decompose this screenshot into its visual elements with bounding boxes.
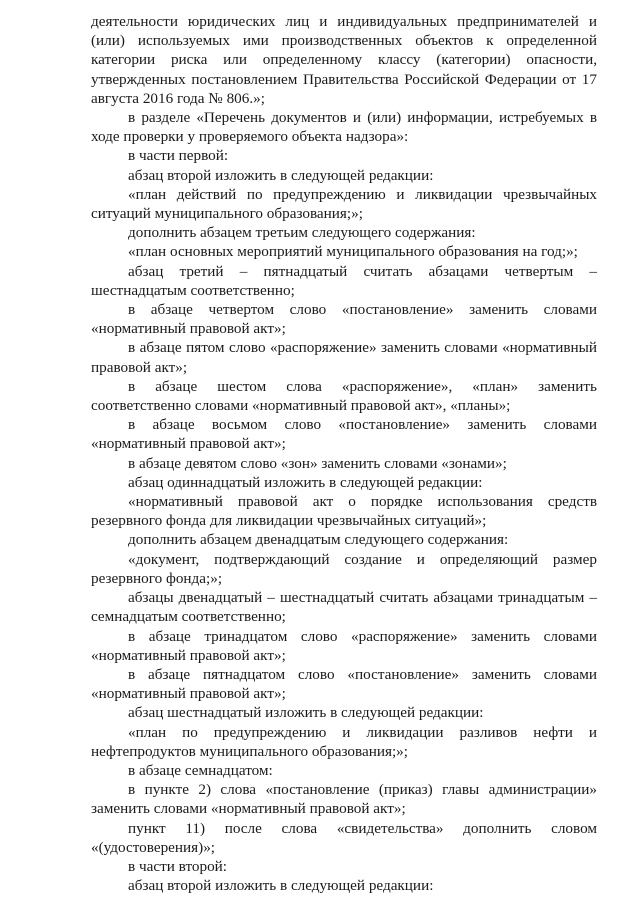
- document-paragraph: в пункте 2) слова «постановление (приказ) главы администрации» заменить словами «нормативный правовой акт»;: [91, 781, 597, 818]
- document-paragraph: абзац третий – пятнадцатый считать абзацами четвертым – шестнадцатым соответственно;: [91, 262, 597, 299]
- document-paragraph: «документ, подтверждающий создание и определяющий размер резервного фонда;»;: [91, 550, 597, 587]
- document-paragraph: в абзаце восьмом слово «постановление» заменить словами «нормативный правовой акт»;: [91, 416, 597, 453]
- document-paragraph: в абзаце тринадцатом слово «распоряжение» заменить словами «нормативный правовой акт»;: [91, 627, 597, 664]
- document-paragraph: абзац шестнадцатый изложить в следующей редакции:: [128, 704, 484, 722]
- document-paragraph: «нормативный правовой акт о порядке использования средств резервного фонда для ликвидации чрезвычайных ситуаций»;: [91, 493, 597, 530]
- document-paragraph: пункт 11) после слова «свидетельства» дополнить словом «(удостоверения)»;: [91, 819, 597, 856]
- document-paragraph: в абзаце пятнадцатом слово «постановление» заменить словами «нормативный правовой акт»;: [91, 665, 597, 703]
- document-paragraph: абзац одиннадцатый изложить в следующей редакции:: [128, 473, 483, 491]
- document-paragraph: «план по предупреждению и ликвидации разливов нефти и нефтепродуктов муниципального образования;»;: [91, 723, 597, 760]
- document-paragraph: абзац второй изложить в следующей редакции:: [128, 166, 434, 184]
- document-paragraph: в абзаце четвертом слово «постановление» заменить словами «нормативный правовой акт»;: [91, 301, 597, 338]
- document-paragraph: в части первой:: [128, 147, 229, 165]
- document-paragraph: в абзаце пятом слово «распоряжение» заменить словами «нормативный правовой акт»;: [91, 339, 597, 376]
- document-paragraph: абзац второй изложить в следующей редакции:: [128, 877, 434, 895]
- document-paragraph: в абзаце семнадцатом:: [128, 761, 273, 779]
- document-paragraph: в абзаце девятом слово «зон» заменить словами «зонами»;: [128, 454, 507, 472]
- document-paragraph: дополнить абзацем двенадцатым следующего содержания:: [128, 531, 509, 549]
- document-paragraph: абзацы двенадцатый – шестнадцатый считать абзацами тринадцатым – семнадцатым соответственно;: [91, 589, 597, 626]
- document-paragraph: деятельности юридических лиц и индивидуальных предпринимателей и (или) используемых ими производственных объектов к определенной категории риска или определенному классу (категории) опасности, утвержденных постановлением Правительства Российской Федерации от 17 августа 2016 года № 806.»;: [91, 13, 597, 107]
- document-paragraph: «план основных мероприятий муниципального образования на год;»;: [128, 243, 578, 261]
- document-paragraph: «план действий по предупреждению и ликвидации чрезвычайных ситуаций муниципального образования;»;: [91, 185, 597, 223]
- document-paragraph: в абзаце шестом слова «распоряжение», «план» заменить соответственно словами «нормативный правовой акт», «планы»;: [91, 377, 597, 415]
- document-paragraph: в части второй:: [128, 857, 228, 875]
- document-paragraph: дополнить абзацем третьим следующего содержания:: [128, 224, 476, 242]
- document-paragraph: в разделе «Перечень документов и (или) информации, истребуемых в ходе проверки у проверяемого объекта надзора»:: [91, 109, 597, 146]
- document-page: [91, 12, 597, 895]
